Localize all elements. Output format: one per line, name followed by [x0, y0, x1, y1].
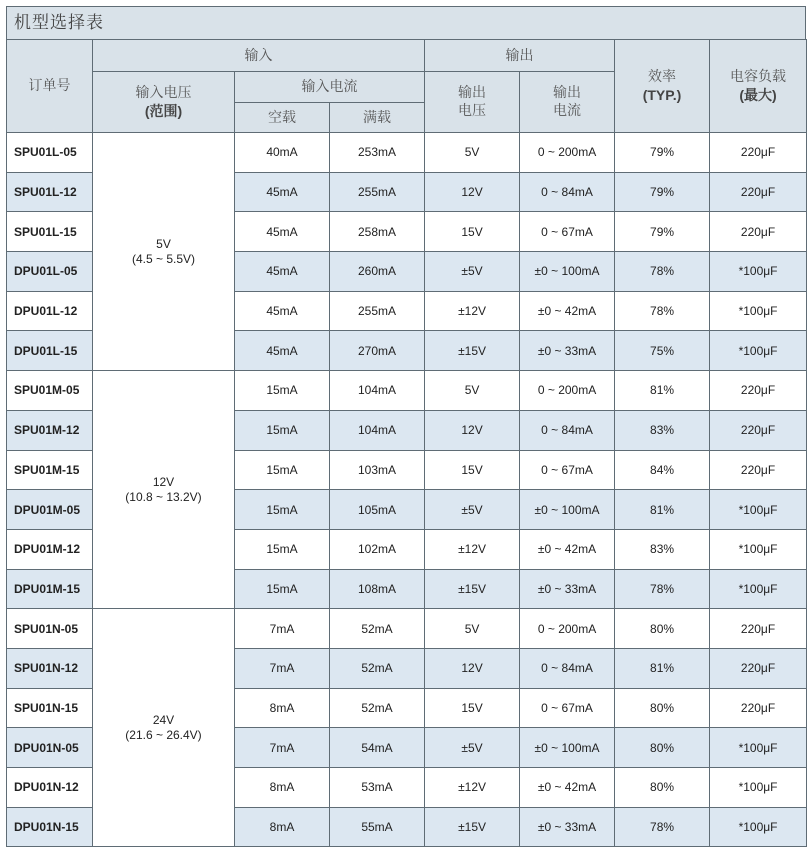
- model-number: SPU01N-15: [7, 688, 93, 728]
- output-current: 0 ~ 67mA: [520, 688, 615, 728]
- efficiency: 80%: [615, 688, 710, 728]
- header-output-voltage-line1: 输出: [458, 85, 487, 101]
- header-cap-load-max: (最大): [739, 87, 777, 103]
- header-input: 输入: [93, 40, 425, 72]
- efficiency: 78%: [615, 807, 710, 847]
- full-load-current: 253mA: [330, 133, 425, 173]
- cap-load: 220μF: [710, 648, 807, 688]
- input-voltage-group: [93, 133, 235, 371]
- cap-load: *100μF: [710, 490, 807, 530]
- no-load-current: 15mA: [235, 569, 330, 609]
- cap-load: *100μF: [710, 807, 807, 847]
- efficiency: 79%: [615, 172, 710, 212]
- input-voltage-range: (10.8 ~ 13.2V): [125, 489, 202, 504]
- efficiency: 84%: [615, 450, 710, 490]
- model-number: SPU01L-05: [7, 133, 93, 173]
- cap-load: *100μF: [710, 768, 807, 808]
- output-current: 0 ~ 67mA: [520, 212, 615, 252]
- full-load-current: 258mA: [330, 212, 425, 252]
- model-number: DPU01M-05: [7, 490, 93, 530]
- header-cap-load-label: 电容负载: [730, 69, 787, 85]
- output-voltage: 15V: [425, 688, 520, 728]
- no-load-current: 8mA: [235, 768, 330, 808]
- efficiency: 79%: [615, 133, 710, 173]
- no-load-current: 8mA: [235, 688, 330, 728]
- efficiency: 78%: [615, 252, 710, 292]
- output-current: ±0 ~ 42mA: [520, 768, 615, 808]
- output-voltage: 15V: [425, 450, 520, 490]
- model-number: SPU01N-12: [7, 648, 93, 688]
- output-voltage: 12V: [425, 648, 520, 688]
- cap-load: *100μF: [710, 529, 807, 569]
- header-output-voltage: [425, 72, 520, 133]
- header-input-voltage-label: 输入电压: [135, 85, 192, 101]
- header-output-current-line2: 电流: [553, 103, 582, 119]
- full-load-current: 103mA: [330, 450, 425, 490]
- efficiency: 83%: [615, 529, 710, 569]
- output-current: ±0 ~ 100mA: [520, 252, 615, 292]
- efficiency: 79%: [615, 212, 710, 252]
- full-load-current: 52mA: [330, 648, 425, 688]
- no-load-current: 8mA: [235, 807, 330, 847]
- no-load-current: 40mA: [235, 133, 330, 173]
- efficiency: 81%: [615, 648, 710, 688]
- full-load-current: 260mA: [330, 252, 425, 292]
- input-voltage-value: 24V: [152, 712, 175, 727]
- cap-load: 220μF: [710, 212, 807, 252]
- efficiency: 75%: [615, 331, 710, 371]
- no-load-current: 7mA: [235, 609, 330, 649]
- full-load-current: 53mA: [330, 768, 425, 808]
- model-number: DPU01M-12: [7, 529, 93, 569]
- output-current: ±0 ~ 100mA: [520, 728, 615, 768]
- no-load-current: 45mA: [235, 291, 330, 331]
- output-current: 0 ~ 84mA: [520, 648, 615, 688]
- cap-load: 220μF: [710, 371, 807, 411]
- model-number: SPU01N-05: [7, 609, 93, 649]
- full-load-current: 108mA: [330, 569, 425, 609]
- input-voltage-value: 12V: [152, 474, 175, 489]
- no-load-current: 45mA: [235, 331, 330, 371]
- header-output: 输出: [425, 40, 615, 72]
- efficiency: 80%: [615, 609, 710, 649]
- efficiency: 80%: [615, 768, 710, 808]
- table-row: [7, 133, 807, 173]
- input-voltage-group: [93, 371, 235, 609]
- output-voltage: 15V: [425, 212, 520, 252]
- model-number: DPU01L-05: [7, 252, 93, 292]
- output-current: 0 ~ 84mA: [520, 172, 615, 212]
- model-number: SPU01M-15: [7, 450, 93, 490]
- full-load-current: 104mA: [330, 371, 425, 411]
- output-current: ±0 ~ 42mA: [520, 291, 615, 331]
- output-voltage: ±15V: [425, 569, 520, 609]
- cap-load: *100μF: [710, 728, 807, 768]
- output-current: 0 ~ 200mA: [520, 609, 615, 649]
- no-load-current: 45mA: [235, 252, 330, 292]
- full-load-current: 104mA: [330, 410, 425, 450]
- output-voltage: ±5V: [425, 252, 520, 292]
- efficiency: 78%: [615, 291, 710, 331]
- input-voltage-group: [93, 609, 235, 847]
- no-load-current: 15mA: [235, 529, 330, 569]
- output-voltage: ±12V: [425, 529, 520, 569]
- header-efficiency-typ: (TYP.): [642, 87, 682, 103]
- output-current: ±0 ~ 100mA: [520, 490, 615, 530]
- no-load-current: 15mA: [235, 371, 330, 411]
- full-load-current: 255mA: [330, 172, 425, 212]
- model-number: DPU01N-12: [7, 768, 93, 808]
- full-load-current: 270mA: [330, 331, 425, 371]
- table-header: [7, 40, 807, 133]
- model-number: DPU01L-12: [7, 291, 93, 331]
- input-voltage-value: 5V: [156, 236, 171, 251]
- full-load-current: 52mA: [330, 688, 425, 728]
- no-load-current: 7mA: [235, 648, 330, 688]
- output-voltage: ±12V: [425, 291, 520, 331]
- table-row: [7, 371, 807, 411]
- output-current: 0 ~ 84mA: [520, 410, 615, 450]
- input-voltage-range: (21.6 ~ 26.4V): [125, 727, 202, 742]
- output-voltage: ±12V: [425, 768, 520, 808]
- no-load-current: 7mA: [235, 728, 330, 768]
- output-current: 0 ~ 67mA: [520, 450, 615, 490]
- header-no-load: 空载: [235, 103, 330, 133]
- model-selection-table-frame: [6, 6, 806, 847]
- header-full-load: 满载: [330, 103, 425, 133]
- efficiency: 81%: [615, 490, 710, 530]
- output-current: 0 ~ 200mA: [520, 371, 615, 411]
- model-number: SPU01L-12: [7, 172, 93, 212]
- output-voltage: 12V: [425, 172, 520, 212]
- table-body: [7, 133, 807, 847]
- output-current: ±0 ~ 33mA: [520, 331, 615, 371]
- cap-load: 220μF: [710, 133, 807, 173]
- header-output-current-line1: 输出: [553, 85, 582, 101]
- full-load-current: 102mA: [330, 529, 425, 569]
- model-selection-table: [6, 39, 807, 847]
- header-input-voltage: [93, 72, 235, 133]
- cap-load: 220μF: [710, 688, 807, 728]
- full-load-current: 255mA: [330, 291, 425, 331]
- cap-load: *100μF: [710, 291, 807, 331]
- header-input-voltage-range: (范围): [144, 103, 183, 119]
- model-number: DPU01M-15: [7, 569, 93, 609]
- full-load-current: 54mA: [330, 728, 425, 768]
- cap-load: *100μF: [710, 252, 807, 292]
- output-voltage: 5V: [425, 609, 520, 649]
- full-load-current: 105mA: [330, 490, 425, 530]
- header-output-voltage-line2: 电压: [458, 103, 487, 119]
- full-load-current: 52mA: [330, 609, 425, 649]
- output-voltage: 5V: [425, 371, 520, 411]
- output-voltage: 12V: [425, 410, 520, 450]
- model-number: DPU01L-15: [7, 331, 93, 371]
- model-number: SPU01M-05: [7, 371, 93, 411]
- no-load-current: 45mA: [235, 172, 330, 212]
- header-output-current: [520, 72, 615, 133]
- output-voltage: ±5V: [425, 490, 520, 530]
- cap-load: 220μF: [710, 172, 807, 212]
- efficiency: 80%: [615, 728, 710, 768]
- full-load-current: 55mA: [330, 807, 425, 847]
- efficiency: 81%: [615, 371, 710, 411]
- header-cap-load: [710, 40, 807, 133]
- model-number: SPU01L-15: [7, 212, 93, 252]
- output-current: ±0 ~ 42mA: [520, 529, 615, 569]
- efficiency: 83%: [615, 410, 710, 450]
- header-efficiency: [615, 40, 710, 133]
- no-load-current: 45mA: [235, 212, 330, 252]
- cap-load: 220μF: [710, 609, 807, 649]
- cap-load: *100μF: [710, 331, 807, 371]
- output-voltage: ±15V: [425, 807, 520, 847]
- header-input-current: 输入电流: [235, 72, 425, 103]
- output-current: ±0 ~ 33mA: [520, 807, 615, 847]
- no-load-current: 15mA: [235, 450, 330, 490]
- cap-load: 220μF: [710, 410, 807, 450]
- table-title: 机型选择表: [6, 6, 806, 39]
- output-voltage: 5V: [425, 133, 520, 173]
- efficiency: 78%: [615, 569, 710, 609]
- output-current: 0 ~ 200mA: [520, 133, 615, 173]
- model-number: DPU01N-15: [7, 807, 93, 847]
- cap-load: 220μF: [710, 450, 807, 490]
- no-load-current: 15mA: [235, 490, 330, 530]
- output-voltage: ±5V: [425, 728, 520, 768]
- cap-load: *100μF: [710, 569, 807, 609]
- input-voltage-range: (4.5 ~ 5.5V): [131, 251, 196, 266]
- header-order-no: 订单号: [7, 40, 93, 133]
- output-current: ±0 ~ 33mA: [520, 569, 615, 609]
- model-number: DPU01N-05: [7, 728, 93, 768]
- model-number: SPU01M-12: [7, 410, 93, 450]
- no-load-current: 15mA: [235, 410, 330, 450]
- output-voltage: ±15V: [425, 331, 520, 371]
- header-efficiency-label: 效率: [648, 69, 677, 85]
- table-row: [7, 609, 807, 649]
